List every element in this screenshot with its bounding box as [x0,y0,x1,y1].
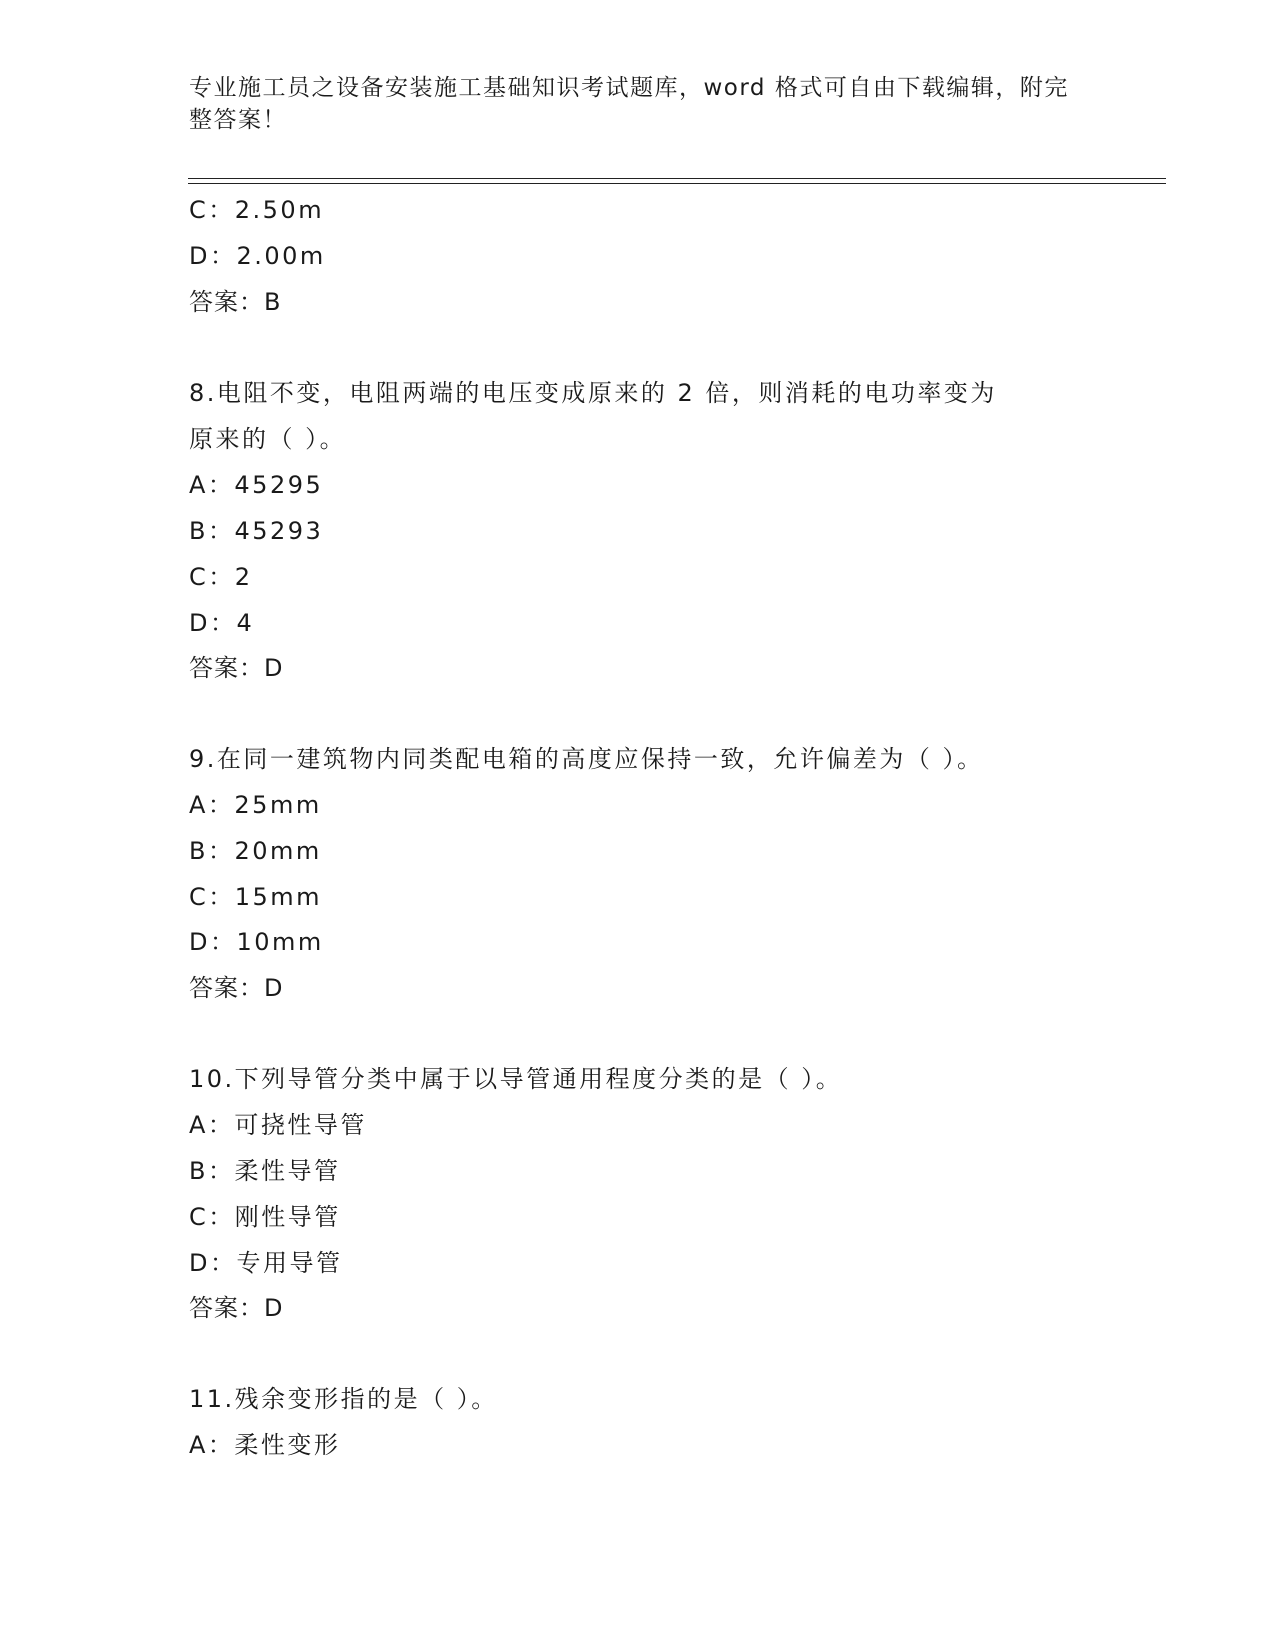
option-b: B：45293 [189,517,324,545]
answer-line: 答案：D [189,974,284,1002]
header-line-2: 整答案！ [189,107,287,133]
option-c: C：2.50m [189,196,325,224]
option-c: C：2 [189,563,253,591]
option-c: C：刚性导管 [189,1203,341,1231]
question-8-line-2: 原来的（ ）。 [189,425,347,453]
question-8-line-1: 8.电阻不变，电阻两端的电压变成原来的 2 倍，则消耗的电功率变为 [189,379,997,407]
option-d: D：2.00m [189,242,326,270]
option-a: A：45295 [189,471,324,499]
option-a: A：柔性变形 [189,1431,341,1459]
option-b: B：20mm [189,837,322,865]
option-d: D：10mm [189,928,324,956]
option-d: D：4 [189,609,255,637]
header-divider-bottom [188,183,1166,184]
answer-line: 答案：D [189,654,284,682]
answer-line: 答案：D [189,1294,284,1322]
answer-line: 答案：B [189,288,282,316]
option-c: C：15mm [189,883,323,911]
option-a: A：25mm [189,791,322,819]
question-9: 9.在同一建筑物内同类配电箱的高度应保持一致，允许偏差为（ ）。 [189,745,984,773]
option-b: B：柔性导管 [189,1157,341,1185]
header-line-1: 专业施工员之设备安装施工基础知识考试题库，word 格式可自由下载编辑，附完 [189,75,1069,101]
header-divider-top [188,178,1166,179]
option-d: D：专用导管 [189,1249,343,1277]
question-11: 11.残余变形指的是（ ）。 [189,1385,498,1413]
question-10: 10.下列导管分类中属于以导管通用程度分类的是（ ）。 [189,1065,843,1093]
option-a: A：可挠性导管 [189,1111,367,1139]
document-header [189,72,1089,136]
